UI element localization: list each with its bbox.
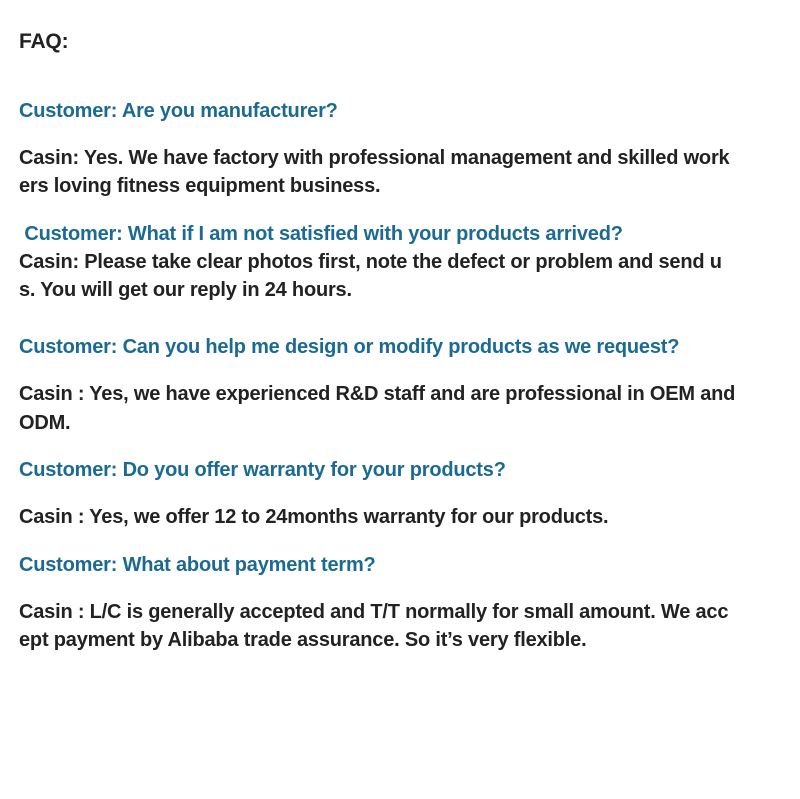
faq-answer-line: ept payment by Alibaba trade assurance. So it’s very flexible.	[19, 629, 587, 651]
faq-title: FAQ:	[19, 30, 69, 53]
faq-answer-line: s. You will get our reply in 24 hours.	[19, 279, 352, 301]
faq-answer-line: Casin : Yes, we offer 12 to 24months warranty for our products.	[19, 506, 609, 528]
faq-answer-line: Casin: Yes. We have factory with professional management and skilled work	[19, 147, 730, 169]
faq-question: Customer: What about payment term?	[19, 554, 376, 576]
faq-question: Customer: What if I am not satisfied with your products arrived?	[19, 223, 623, 245]
faq-answer-line: Casin : Yes, we have experienced R&D staff and are professional in OEM and	[19, 383, 736, 405]
faq-answer-line: Casin: Please take clear photos first, note the defect or problem and send u	[19, 251, 722, 273]
faq-question: Customer: Can you help me design or modify products as we request?	[19, 336, 680, 358]
faq-answer-line: Casin : L/C is generally accepted and T/T normally for small amount. We acc	[19, 601, 729, 623]
faq-question: Customer: Do you offer warranty for your products?	[19, 459, 506, 481]
faq-question: Customer: Are you manufacturer?	[19, 100, 338, 122]
faq-answer-line: ers loving fitness equipment business.	[19, 175, 381, 197]
faq-answer-line: ODM.	[19, 412, 71, 434]
